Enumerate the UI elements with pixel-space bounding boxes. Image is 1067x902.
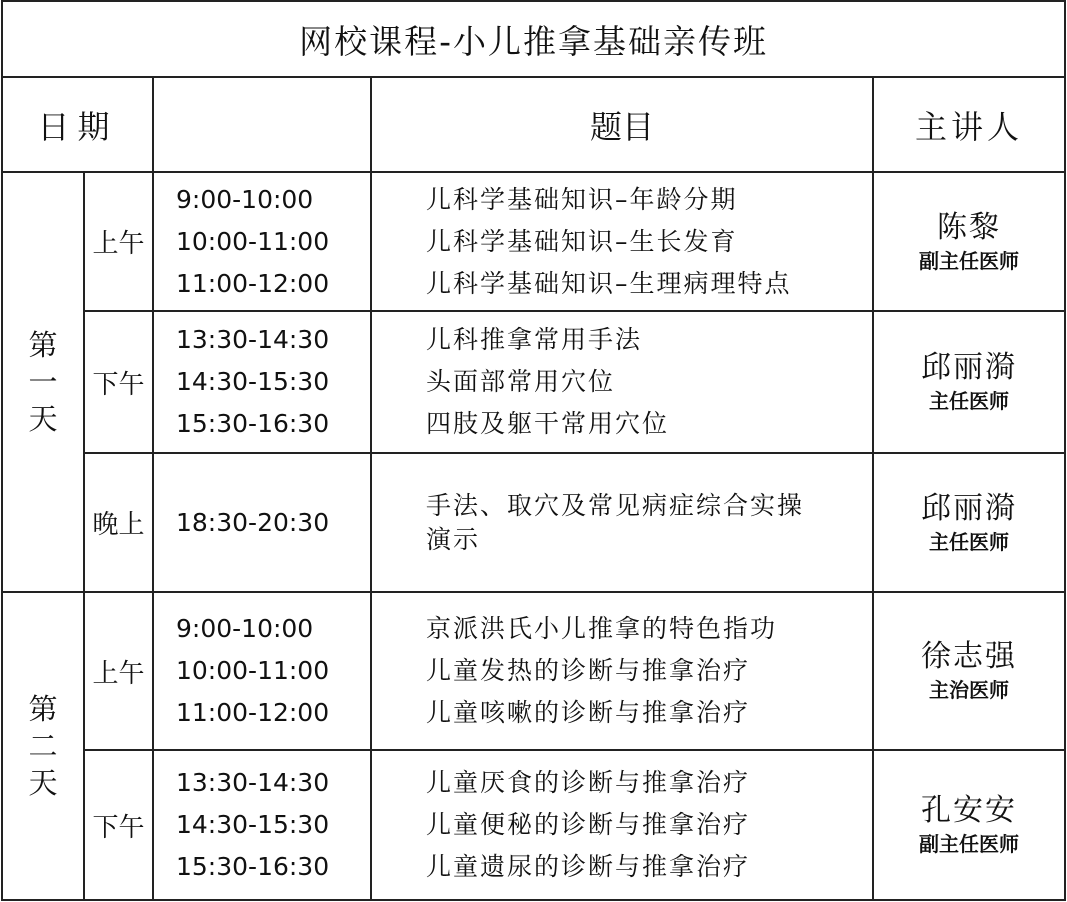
- speaker: [873, 172, 1065, 311]
- time-slot: 15:30-16:30: [176, 852, 330, 881]
- schedule-row: [2, 172, 1065, 311]
- topic-item: 儿童便秘的诊断与推拿治疗: [426, 810, 751, 839]
- speaker-name: 孔安安: [921, 793, 1018, 828]
- time-slots: [153, 172, 371, 311]
- time-slot: 9:00-10:00: [176, 614, 314, 643]
- topic-item: 儿童发热的诊断与推拿治疗: [426, 656, 751, 685]
- schedule-row: [2, 453, 1065, 592]
- time-slots: [153, 453, 371, 592]
- time-slot: 13:30-14:30: [176, 768, 330, 797]
- header-topic: 题目: [371, 77, 873, 172]
- topic-item: 头面部常用穴位: [426, 367, 616, 396]
- page-title: 网校课程-小儿推拿基础亲传班: [2, 1, 1065, 77]
- time-slot: 14:30-15:30: [176, 367, 330, 396]
- time-slots: [153, 750, 371, 900]
- topic-item: 儿科学基础知识–生理病理特点: [426, 268, 792, 298]
- speaker: [873, 311, 1065, 453]
- time-slot: 10:00-11:00: [176, 656, 330, 685]
- time-slot: 18:30-20:30: [176, 507, 330, 537]
- period-label: 下午: [84, 311, 153, 453]
- topic-item: 儿童遗尿的诊断与推拿治疗: [426, 852, 751, 881]
- schedule-body: [2, 1, 1065, 900]
- speaker-title: 副主任医师: [919, 248, 1020, 273]
- speaker: [873, 453, 1065, 592]
- time-slot: 11:00-12:00: [176, 698, 330, 727]
- topic-item: 四肢及躯干常用穴位: [426, 409, 670, 438]
- header-row: [2, 77, 1065, 172]
- schedule-row: [2, 592, 1065, 750]
- topic-item: 儿科学基础知识–生长发育: [426, 226, 738, 256]
- speaker-name: 邱丽漪: [921, 490, 1018, 526]
- speaker: [873, 592, 1065, 750]
- speaker-name: 邱丽漪: [921, 350, 1018, 385]
- day-label-char: 第: [28, 691, 58, 726]
- day-label: [2, 172, 84, 592]
- topic-list: [371, 172, 873, 311]
- speaker-name: 陈黎: [937, 209, 1002, 245]
- topic-list: [371, 592, 873, 750]
- header-time-blank: [153, 77, 371, 172]
- day-label-char: 二: [28, 728, 58, 763]
- day-label-char: 天: [28, 765, 58, 800]
- day-label-char: 天: [28, 401, 58, 436]
- time-slot: 11:00-12:00: [176, 268, 330, 298]
- speaker-title: 副主任医师: [919, 832, 1020, 856]
- period-label: 上午: [84, 592, 153, 750]
- topic-item: 儿童厌食的诊断与推拿治疗: [426, 768, 751, 797]
- speaker-title: 主治医师: [929, 678, 1010, 702]
- topic-item: 儿科推拿常用手法: [426, 325, 643, 354]
- speaker-title: 主任医师: [929, 389, 1010, 413]
- speaker-title: 主任医师: [929, 529, 1010, 554]
- topic-list: [371, 750, 873, 900]
- header-date: 日期: [2, 77, 153, 172]
- topic-list: [371, 453, 873, 592]
- schedule-row: [2, 750, 1065, 900]
- topic-item: 京派洪氏小儿推拿的特色指功: [426, 614, 778, 643]
- time-slot: 14:30-15:30: [176, 810, 330, 839]
- day-label-char: 一: [28, 364, 58, 399]
- time-slots: [153, 592, 371, 750]
- schedule-row: [2, 311, 1065, 453]
- topic-item: 手法、取穴及常见病症综合实操演示: [426, 490, 805, 554]
- topic-list: [371, 311, 873, 453]
- time-slot: 9:00-10:00: [176, 184, 314, 214]
- period-label: 下午: [84, 750, 153, 900]
- time-slot: 13:30-14:30: [176, 325, 330, 354]
- speaker-name: 徐志强: [921, 639, 1018, 674]
- topic-item: 儿科学基础知识–年龄分期: [426, 184, 738, 214]
- topic-item: 儿童咳嗽的诊断与推拿治疗: [426, 698, 751, 727]
- header-speaker: 主讲人: [873, 77, 1065, 172]
- day-label: [2, 592, 84, 900]
- title-row: [2, 1, 1065, 77]
- schedule-table: [1, 0, 1066, 901]
- speaker: [873, 750, 1065, 900]
- period-label: 上午: [84, 172, 153, 311]
- time-slots: [153, 311, 371, 453]
- day-label-char: 第: [28, 327, 58, 362]
- time-slot: 10:00-11:00: [176, 226, 330, 256]
- time-slot: 15:30-16:30: [176, 409, 330, 438]
- period-label: 晚上: [84, 453, 153, 592]
